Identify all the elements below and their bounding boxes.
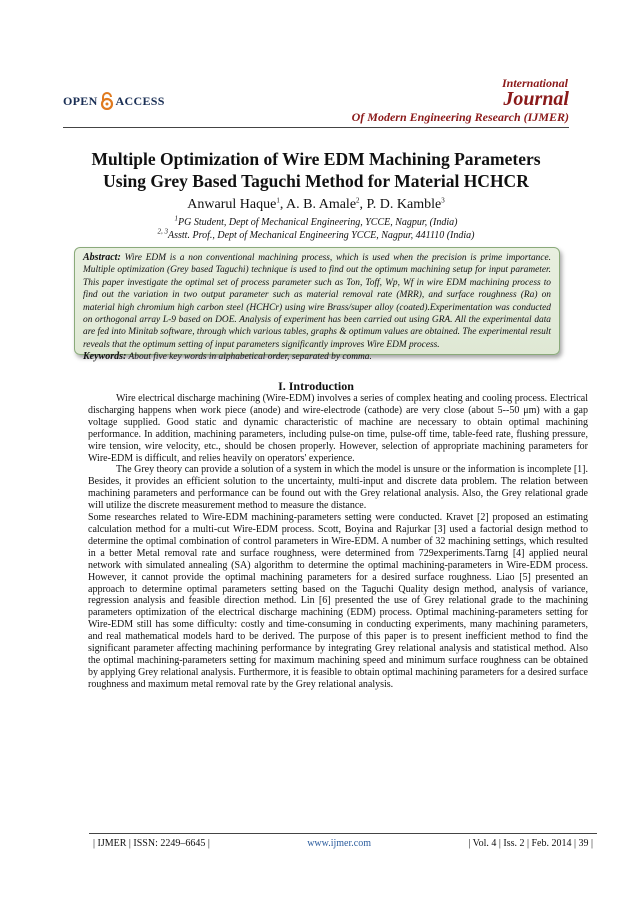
author-3-sup: 3 (441, 196, 445, 205)
page-footer (93, 838, 593, 849)
open-access-right: ACCESS (115, 93, 165, 108)
paragraph-2: The Grey theory can provide a solution of a system in which the model is unsure or the information is incomplete [1]. Besides, it provides an efficient solution to the uncertainty, multi-input and discrete data problem. The relation between machining parameters and performance can be found out with the Grey relational analysis. Also, the Grey relational grade will utilize the discrete measurement method to measure the distance. (88, 464, 588, 512)
affiliation-2-sup: 2, 3 (157, 227, 169, 236)
open-access-logo (63, 92, 165, 110)
affiliation-1 (63, 214, 569, 228)
author-3: , P. D. Kamble (359, 197, 442, 212)
introduction-body (88, 393, 588, 691)
paragraph-3: Some researches related to Wire-EDM machining-parameters setting were conducted. Kravet [2] proposed an estimating calculation method for a multi-cut Wire-EDM process. Scott, Boyina and Rajurkar [3] used a factorial design method to determine the optimal combination of control parameters in Wire-EDM. A number of 32 machining settings, which resulted in a better Metal removal rate and surface roughness, were determined from 729experiments.Tarng [4] applied neural network with simulated annealing (SA) algorithm to determine the optimal machining-parameters in Wire-EDM process. However, it cannot provide the optimal machining parameters for a desired surface roughness. Liao [5] presented an approach to determine optimal parameters setting based on the Taguchi Quality design method, analysis of variance, regression analysis and feasible direction method. Lin [6] presented the use of Grey relational grade to the machining parameters optimization of the electrical discharge machining (EDM) process. Optimal machining-parameters setting for Wire-EDM still has some difficulty: costly and time-consuming in conducting experiments, many machining parameters, and real mathematical models hard to be derived. The purpose of this paper is to present inefficient method to find the significant parameter affecting machining performance by integrating Grey relational analysis and statistical method. Also the optimal machining-parameters setting for maximum machining speed and minimum surface roughness can be obtained by applying Grey relational analysis. Furthermore, it is feasible to obtain optimal machining parameters for a desired surface roughness and maximum metal removal rate by the Grey relational analysis. (88, 512, 588, 690)
abstract-box (74, 247, 560, 363)
title-line-1: Multiple Optimization of Wire EDM Machining Parameters (91, 149, 541, 169)
header-rule (63, 127, 569, 128)
journal-name-sub: Of Modern Engineering Research (IJMER) (351, 110, 569, 124)
keywords-text: About five key words in alphabetical order, separated by comma. (128, 352, 372, 363)
page-header (0, 0, 638, 130)
affiliation-2-text: Asstt. Prof., Dept of Mechanical Engineering YCCE, Nagpur, 441110 (India) (168, 230, 475, 241)
affiliation-2 (63, 227, 569, 241)
title-line-2: Using Grey Based Taguchi Method for Material HCHCR (103, 171, 529, 191)
abstract-label: Abstract: (83, 252, 121, 263)
open-lock-icon (100, 92, 114, 110)
affiliation-1-text: PG Student, Dept of Mechanical Engineering, YCCE, Nagpur, (India) (178, 217, 458, 228)
footer-journal-info: | IJMER | ISSN: 2249–6645 | (93, 838, 210, 849)
abstract-text: Wire EDM is a non conventional machining process, which is used when the precision is prime importance. Multiple optimization (Grey based Taguchi) technique is used to find out the optimum machining setup for input parameter. This paper investigate the optimal set of process parameter such as Ton, Toff, Wp, Wf in wire EDM machining process to find out the variation in two output parameter such as material removal rate (MRR), and surface roughness (Ra) on material high chromium high carbon steel (HCHCr) using wire Brass/super alloy (coated).Experimentation was conducted on orthogonal array L-9 based on DOE. Analysis of experiment has been carried out using GRA. All the experimental data are fed into Minitab software, through which various tables, graphs & optimum values are obtained. The experimental result reveals that the optimum setting of input parameters significantly improves Wire EDM process. (83, 253, 552, 350)
section-heading-introduction: I. Introduction (278, 379, 354, 393)
author-1: Anwarul Haque (187, 197, 277, 212)
footer-issue-info: | Vol. 4 | Iss. 2 | Feb. 2014 | 39 | (468, 838, 593, 849)
affiliation-1-sup: 1 (174, 214, 179, 223)
paragraph-1: Wire electrical discharge machining (Wire-EDM) involves a series of complex heating and cooling process. Electrical discharging happens when work piece (anode) and wire-electrode (cathode) are very close (about 5--50 μm) with a gap voltage supplied. Good static and dynamic characteristic of machine are necessary to obtain optimal machining performance. In addition, machining parameters, including pulse-on time, pulse-off time, table-feed rate, flushing pressure, wire tension, wire velocity, etc., should be chosen properly. However, selection of appropriate machining parameters for Wire-EDM is difficult, and relies heavily on operators' experience. (88, 393, 588, 464)
footer-url-link[interactable]: www.ijmer.com (307, 838, 371, 849)
author-2: , A. B. Amale (279, 197, 357, 212)
journal-name-big: Journal (503, 88, 569, 110)
open-access-left: OPEN (63, 93, 98, 108)
keywords-label: Keywords: (83, 351, 127, 363)
footer-rule (89, 833, 597, 834)
journal-name-small: International (501, 76, 568, 90)
author-list (63, 197, 569, 213)
author-1-sup: 1 (276, 196, 280, 205)
paper-title (63, 148, 569, 192)
author-2-sup: 2 (356, 196, 360, 205)
